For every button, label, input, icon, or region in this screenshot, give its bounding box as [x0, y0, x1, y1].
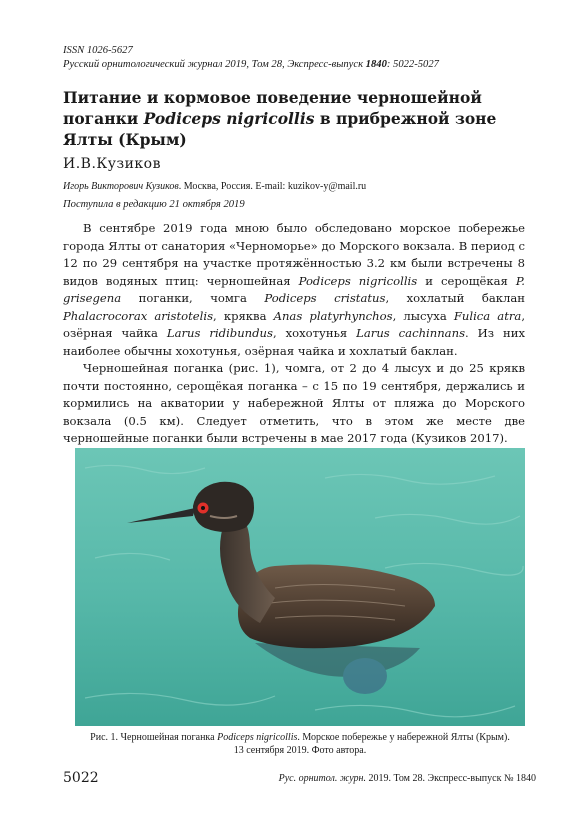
issue-number: 1840 — [365, 59, 387, 70]
footer-journal: Рус. орнитол. журн. — [278, 773, 366, 784]
title-part-1: Питание и кормовое поведение черношейной поганки — [63, 88, 482, 128]
title-part-2: в прибрежной зоне Ялты (Крым) — [63, 109, 497, 149]
received-date: Поступила в редакцию 21 октября 2019 — [63, 199, 245, 210]
journal-citation-text: Русский орнитологический журнал 2019, Том 28, Экспресс-выпуск — [63, 59, 366, 70]
journal-citation — [63, 58, 533, 72]
caption-species: Podiceps nigricollis — [217, 732, 298, 743]
title-species: Podiceps nigricollis — [143, 109, 315, 128]
caption-location: . Морское побережье у набережной Ялты (Крым). — [297, 732, 510, 743]
affiliation-contact: . Москва, Россия. E-mail: kuzikov-y@mail.ru — [178, 181, 367, 192]
page-number: 5022 — [63, 770, 99, 786]
author-name: И.В.Кузиков — [63, 156, 161, 172]
issn: ISSN 1026-5627 — [63, 45, 133, 56]
caption-date: 13 сентября 2019. Фото автора. — [233, 745, 367, 756]
page-footer — [279, 773, 536, 784]
footer-issue: 2019. Том 28. Экспресс-выпуск № 1840 — [365, 773, 536, 784]
grebe-photo — [75, 448, 525, 726]
article-body — [63, 220, 525, 448]
affiliation-name: Игорь Викторович Кузиков — [63, 181, 179, 192]
article-title — [63, 87, 533, 150]
caption-prefix: Рис. 1. Черношейная поганка — [90, 732, 218, 743]
paragraph-2: Черношейная поганка (рис. 1), чомга, от 2 до 4 лысух и до 25 крякв почти постоянно, серощёкая поганка – с 15 по 19 сентября, держались и кормились на акватории у набережной Ялты от пляжа до Морского вокзала (0.5 км). Следует отметить, что в этом же месте две черношейные поганки были встречены в мае 2017 года (Кузиков 2017). — [63, 361, 525, 445]
page-range: : 5022-5027 — [386, 59, 439, 70]
grebe-illustration — [75, 448, 525, 726]
figure-caption — [63, 731, 537, 757]
author-affiliation — [63, 180, 533, 193]
paragraph-1: В сентябре 2019 года мною было обследовано морское побережье города Ялты от санатория «Черноморье» до Морского вокзала. В период с 12 по 29 сентября на участке протяжённостью 3.2 км были встречены 8 видов водяных птиц: черношейная Podiceps nigricollis и серощёкая P. grisegena поганки, чомга Podiceps cristatus, хохлатый баклан Phalacrocorax aristotelis, кряква Anas platyrhynchos, лысуха Fulica atra, озёрная чайка Larus ridibundus, хохотунья Larus cachinnans. Из них наиболее обычны хохотунья, озёрная чайка и хохлатый баклан. — [63, 221, 526, 358]
journal-header — [63, 44, 533, 72]
